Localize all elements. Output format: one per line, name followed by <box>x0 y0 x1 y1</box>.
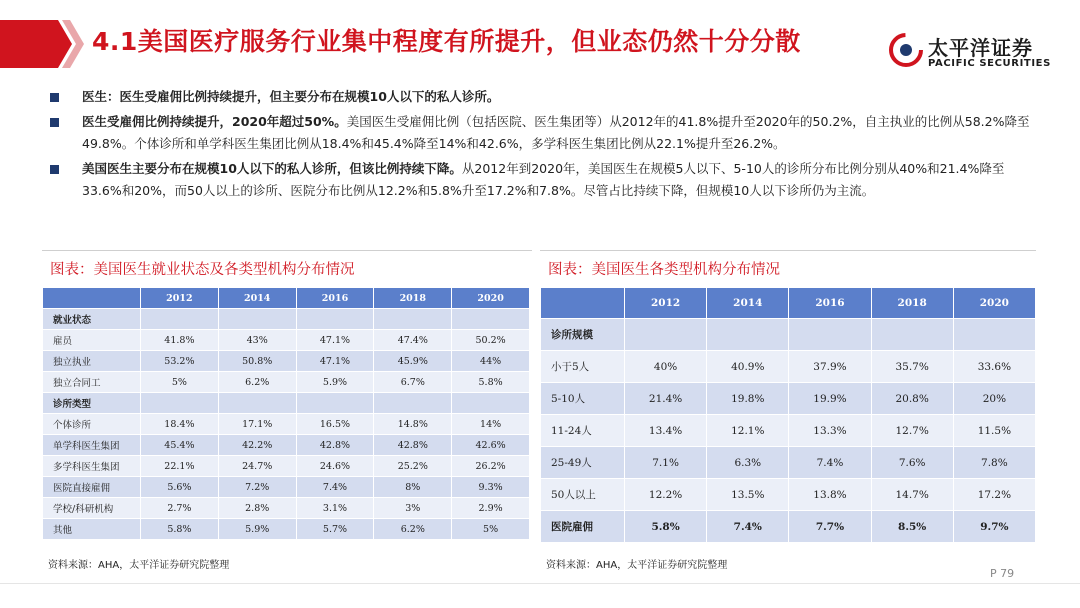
table-cell: 22.1% <box>141 456 219 477</box>
table-row <box>43 456 530 477</box>
company-logo <box>888 30 1058 76</box>
table-cell: 25.2% <box>374 456 452 477</box>
year-header-cell: 2016 <box>296 288 374 309</box>
table-cell: 24.7% <box>218 456 296 477</box>
table-cell: 20.8% <box>871 383 953 415</box>
header-red-arrow-decoration <box>0 20 92 68</box>
table-row <box>43 330 530 351</box>
year-header-cell: 2018 <box>871 288 953 319</box>
table-cell: 6.3% <box>707 447 789 479</box>
bullet-square-icon <box>50 118 59 127</box>
table-cell: 9.7% <box>953 511 1035 543</box>
table-cell: 24.6% <box>296 456 374 477</box>
table-cell: 13.3% <box>789 415 871 447</box>
table-cell: 14.8% <box>374 414 452 435</box>
bullet-item <box>50 86 1040 108</box>
table-cell <box>374 393 452 414</box>
table-cell: 2.9% <box>452 498 530 519</box>
table-row <box>541 447 1036 479</box>
table-row <box>43 372 530 393</box>
table-cell: 13.4% <box>625 415 707 447</box>
table-cell: 5.8% <box>141 519 219 540</box>
table-cell <box>871 319 953 351</box>
table-cell: 35.7% <box>871 351 953 383</box>
table-cell: 45.4% <box>141 435 219 456</box>
table-cell: 7.4% <box>296 477 374 498</box>
table-cell: 12.1% <box>707 415 789 447</box>
table-cell: 33.6% <box>953 351 1035 383</box>
table-cell: 17.2% <box>953 479 1035 511</box>
table-row <box>43 414 530 435</box>
table-cell: 3.1% <box>296 498 374 519</box>
table-section-row <box>541 319 1036 351</box>
table-cell: 50.8% <box>218 351 296 372</box>
row-label-cell: 11-24人 <box>541 415 625 447</box>
table-header-row <box>541 288 1036 319</box>
table-cell: 7.8% <box>953 447 1035 479</box>
table-header-row <box>43 288 530 309</box>
table-cell: 11.5% <box>953 415 1035 447</box>
table-cell <box>296 309 374 330</box>
left-source-note: 资料来源：AHA，太平洋证券研究院整理 <box>48 560 230 571</box>
table-cell: 2.8% <box>218 498 296 519</box>
right-chart-title: 图表：美国医生各类型机构分布情况 <box>548 262 780 278</box>
row-label-cell: 独立执业 <box>43 351 141 372</box>
row-label-cell: 多学科医生集团 <box>43 456 141 477</box>
year-header-cell: 2020 <box>953 288 1035 319</box>
bullet-text: 从2012年到2020年，美国医生在规模5人以下、5-10人的诊所分布比例分别从40%和21.4%降至33.6%和20%，而50人以上的诊所、医院分布比例从12.2%和5.8%升至17.2%和7.8%。尽管占比持续下降，但规模10人以下诊所仍为主流。 <box>82 161 1005 198</box>
table-cell: 19.8% <box>707 383 789 415</box>
table-cell: 14% <box>452 414 530 435</box>
table-cell: 7.4% <box>789 447 871 479</box>
row-label-cell: 5-10人 <box>541 383 625 415</box>
bullet-square-icon <box>50 93 59 102</box>
table-row <box>43 498 530 519</box>
row-label-cell: 其他 <box>43 519 141 540</box>
table-row <box>541 415 1036 447</box>
table-cell: 44% <box>452 351 530 372</box>
table-cell: 16.5% <box>296 414 374 435</box>
table-cell: 12.7% <box>871 415 953 447</box>
row-label-cell: 个体诊所 <box>43 414 141 435</box>
table-cell: 19.9% <box>789 383 871 415</box>
table-cell: 6.2% <box>374 519 452 540</box>
table-cell: 21.4% <box>625 383 707 415</box>
logo-chinese-name: 太平洋证券 <box>928 36 1033 60</box>
table-cell: 47.1% <box>296 330 374 351</box>
table-cell: 5.8% <box>625 511 707 543</box>
row-label-cell: 就业状态 <box>43 309 141 330</box>
table-cell: 42.6% <box>452 435 530 456</box>
year-header-cell: 2016 <box>789 288 871 319</box>
table-cell: 6.2% <box>218 372 296 393</box>
table-row <box>541 479 1036 511</box>
table-cell <box>707 319 789 351</box>
table-cell: 45.9% <box>374 351 452 372</box>
table-cell: 9.3% <box>452 477 530 498</box>
bullet-square-icon <box>50 165 59 174</box>
row-label-cell: 诊所类型 <box>43 393 141 414</box>
table-cell <box>141 309 219 330</box>
table-cell: 2.7% <box>141 498 219 519</box>
table-cell: 5.9% <box>218 519 296 540</box>
table-cell: 47.1% <box>296 351 374 372</box>
bullet-heading: 美国医生主要分布在规模10人以下的私人诊所，但该比例持续下降。 <box>82 161 462 176</box>
row-label-cell: 诊所规模 <box>541 319 625 351</box>
row-label-cell: 独立合同工 <box>43 372 141 393</box>
table-cell <box>953 319 1035 351</box>
table-cell <box>452 393 530 414</box>
table-cell <box>789 319 871 351</box>
bullet-heading: 医生受雇佣比例持续提升，2020年超过50%。 <box>82 114 347 129</box>
practice-size-table <box>540 287 1036 543</box>
table-cell <box>218 393 296 414</box>
table-cell: 40.9% <box>707 351 789 383</box>
table-cell: 5.7% <box>296 519 374 540</box>
table-row <box>541 511 1036 543</box>
year-header-cell: 2012 <box>141 288 219 309</box>
table-cell: 50.2% <box>452 330 530 351</box>
table-cell: 41.8% <box>141 330 219 351</box>
table-cell: 37.9% <box>789 351 871 383</box>
table-cell <box>141 393 219 414</box>
table-cell: 3% <box>374 498 452 519</box>
table-cell: 5% <box>141 372 219 393</box>
table-cell: 5.8% <box>452 372 530 393</box>
left-chart-title: 图表：美国医生就业状态及各类型机构分布情况 <box>50 262 355 278</box>
table-cell: 8% <box>374 477 452 498</box>
table-cell: 43% <box>218 330 296 351</box>
table-cell: 13.5% <box>707 479 789 511</box>
table-row <box>43 519 530 540</box>
table-cell: 20% <box>953 383 1035 415</box>
year-header-cell: 2014 <box>707 288 789 319</box>
header-corner-cell <box>541 288 625 319</box>
row-label-cell: 医院雇佣 <box>541 511 625 543</box>
table-cell: 7.2% <box>218 477 296 498</box>
bullet-heading: 医生：医生受雇佣比例持续提升，但主要分布在规模10人以下的私人诊所。 <box>82 89 500 104</box>
table-cell: 53.2% <box>141 351 219 372</box>
row-label-cell: 25-49人 <box>541 447 625 479</box>
right-source-note: 资料来源：AHA，太平洋证券研究院整理 <box>546 560 728 571</box>
table-cell: 7.7% <box>789 511 871 543</box>
table-cell: 17.1% <box>218 414 296 435</box>
year-header-cell: 2014 <box>218 288 296 309</box>
bullet-item <box>50 158 1040 202</box>
summary-bullets <box>50 86 1040 205</box>
table-row <box>43 351 530 372</box>
table-cell <box>625 319 707 351</box>
physician-employment-table <box>42 287 530 540</box>
right-panel-top-divider <box>540 250 1036 251</box>
table-cell: 42.2% <box>218 435 296 456</box>
table-cell: 40% <box>625 351 707 383</box>
table-section-row <box>43 309 530 330</box>
row-label-cell: 50人以上 <box>541 479 625 511</box>
bullet-text: 美国医生受雇佣比例（包括医院、医生集团等）从2012年的41.8%提升至2020年的50.2%，自主执业的比例从58.2%降至49.8%。个体诊所和单学科医生集团比例从18.4%和45.4%降至14%和42.6%，多学科医生集团比例从22.1%提升至26.2%。 <box>82 114 1030 151</box>
table-cell: 12.2% <box>625 479 707 511</box>
table-row <box>541 351 1036 383</box>
row-label-cell: 学校/科研机构 <box>43 498 141 519</box>
table-cell: 8.5% <box>871 511 953 543</box>
table-row <box>43 435 530 456</box>
left-panel-top-divider <box>42 250 532 251</box>
page-number: P 79 <box>990 567 1015 580</box>
pacific-securities-logo-icon <box>888 32 924 68</box>
table-cell: 42.8% <box>296 435 374 456</box>
row-label-cell: 雇员 <box>43 330 141 351</box>
table-cell: 26.2% <box>452 456 530 477</box>
table-row <box>541 383 1036 415</box>
logo-english-name: PACIFIC SECURITIES <box>928 58 1051 69</box>
table-cell: 5% <box>452 519 530 540</box>
table-cell: 7.4% <box>707 511 789 543</box>
table-cell: 47.4% <box>374 330 452 351</box>
footer-divider <box>0 583 1080 584</box>
row-label-cell: 单学科医生集团 <box>43 435 141 456</box>
year-header-cell: 2018 <box>374 288 452 309</box>
row-label-cell: 医院直接雇佣 <box>43 477 141 498</box>
table-cell: 5.6% <box>141 477 219 498</box>
table-cell: 7.1% <box>625 447 707 479</box>
table-cell <box>452 309 530 330</box>
year-header-cell: 2012 <box>625 288 707 319</box>
table-cell: 5.9% <box>296 372 374 393</box>
bullet-item <box>50 111 1040 155</box>
header-corner-cell <box>43 288 141 309</box>
page-title: 4.1美国医疗服务行业集中程度有所提升，但业态仍然十分分散 <box>92 27 801 56</box>
table-cell <box>374 309 452 330</box>
table-cell: 18.4% <box>141 414 219 435</box>
table-cell <box>296 393 374 414</box>
table-row <box>43 477 530 498</box>
year-header-cell: 2020 <box>452 288 530 309</box>
table-cell: 7.6% <box>871 447 953 479</box>
table-cell: 14.7% <box>871 479 953 511</box>
table-section-row <box>43 393 530 414</box>
table-cell: 6.7% <box>374 372 452 393</box>
table-cell: 42.8% <box>374 435 452 456</box>
row-label-cell: 小于5人 <box>541 351 625 383</box>
table-cell: 13.8% <box>789 479 871 511</box>
table-cell <box>218 309 296 330</box>
